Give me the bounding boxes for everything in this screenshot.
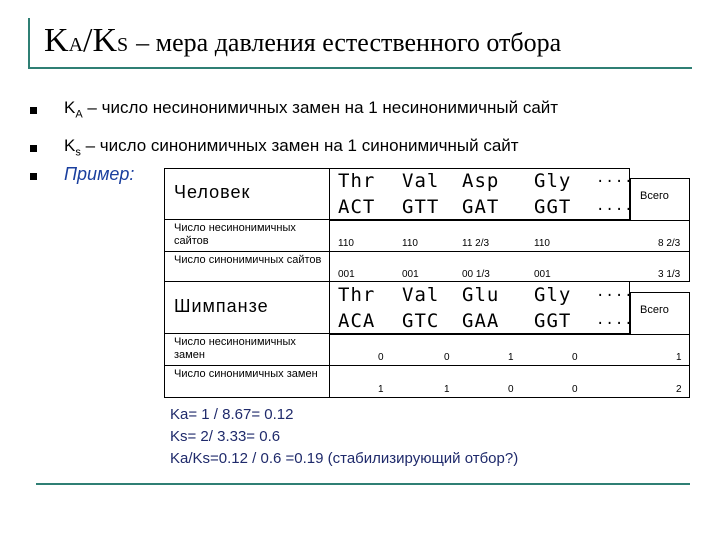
chimp-aa-4: .... [596, 284, 634, 300]
human-aa-1: Val [402, 170, 440, 192]
human-nt-4: .... [596, 198, 634, 214]
chimp-aa-1: Val [402, 284, 440, 306]
chimp-row1-v3: 0 [572, 352, 578, 363]
chimp-row2-v0: 1 [378, 384, 384, 395]
chimp-row1-v0: 0 [378, 352, 384, 363]
human-row2-v0: 001 [338, 269, 355, 280]
chimp-row1-label: Число несинонимичных замен [174, 336, 296, 361]
chimp-total-label: Всего [640, 304, 669, 316]
human-nt-3: GGT [534, 196, 572, 218]
chimp-nt-2: GAA [462, 310, 500, 332]
human-row1-v1: 110 [402, 238, 418, 249]
human-aa-0: Thr [338, 170, 376, 192]
chimp-nt-3: GGT [534, 310, 572, 332]
chimp-row2-v1: 1 [444, 384, 450, 395]
chimp-nt-4: .... [596, 312, 634, 328]
human-row1-total: 8 2/3 [658, 238, 681, 249]
chimp-nt-0: ACA [338, 310, 376, 332]
calc-ks: Ks= 2/ 3.33= 0.6 [170, 428, 281, 445]
human-nt-1: GTT [402, 196, 440, 218]
human-nt-2: GAT [462, 196, 500, 218]
footer-line [36, 483, 690, 485]
human-row2-total: 3 1/3 [658, 269, 681, 280]
human-total-label: Всего [640, 190, 669, 202]
human-row2-v1: 001 [402, 269, 419, 280]
chimp-row1-v2: 1 [508, 352, 514, 363]
human-row2-v3: 001 [534, 269, 551, 280]
chimp-row1-v1: 0 [444, 352, 450, 363]
chimp-row2-label: Число синонимичных замен [174, 368, 318, 380]
chimp-aa-3: Gly [534, 284, 572, 306]
title-underline [28, 67, 692, 69]
human-row2-label: Число синонимичных сайтов [174, 254, 322, 266]
chimp-nt-1: GTC [402, 310, 440, 332]
species-chimp: Шимпанзе [174, 296, 269, 316]
species-human: Человек [174, 182, 251, 202]
human-row1-v2: 11 2/3 [462, 238, 490, 249]
chimp-row1-total: 1 [676, 352, 682, 363]
example-label: Пример: [64, 164, 135, 184]
slide-title: KA/KS – мера давления естественного отбора [44, 22, 562, 59]
human-row1-v0: 110 [338, 238, 354, 249]
human-row1-v3: 110 [534, 238, 550, 249]
calc-ratio: Ka/Ks=0.12 / 0.6 =0.19 (стабилизирующий отбор?) [170, 450, 519, 467]
human-nt-0: ACT [338, 196, 376, 218]
human-row2-v2: 00 1/3 [462, 269, 490, 280]
chimp-row2-v2: 0 [508, 384, 514, 395]
human-row1-values-cell [330, 220, 690, 252]
calc-ka: Ka= 1 / 8.67= 0.12 [170, 406, 294, 423]
bullet-ks: $K_s$ – число синонимичных замен на 1 синонимичный сайт [64, 136, 519, 159]
chimp-aa-0: Thr [338, 284, 376, 306]
chimp-row2-v3: 0 [572, 384, 578, 395]
human-aa-3: Gly [534, 170, 572, 192]
bullet-ka: $K_A$ – число несинонимичных замен на 1 несинонимичный сайт [64, 98, 559, 121]
chimp-row2-total: 2 [676, 384, 682, 395]
human-aa-2: Asp [462, 170, 500, 192]
human-row1-label: Число несинонимичных сайтов [174, 222, 296, 247]
chimp-aa-2: Glu [462, 284, 500, 306]
human-row2-values-cell [330, 252, 690, 282]
bullet-marker [30, 173, 37, 180]
codon-comparison-table [164, 168, 690, 398]
bullet-marker [30, 145, 37, 152]
human-aa-4: .... [596, 170, 634, 186]
title-accent-vertical-line [28, 18, 30, 68]
bullet-marker [30, 107, 37, 114]
